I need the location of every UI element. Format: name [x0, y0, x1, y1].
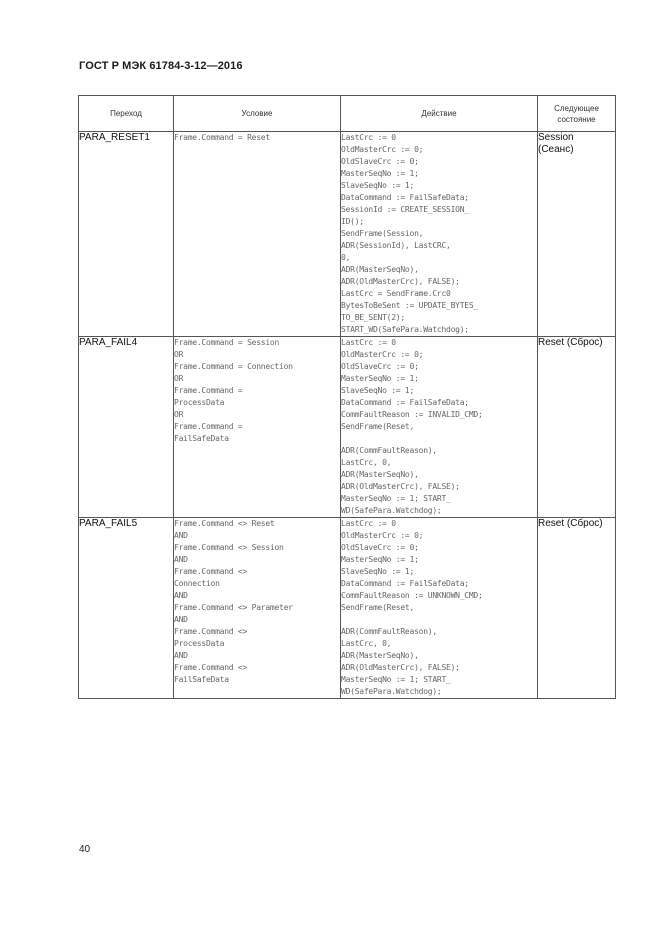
page-number: 40 [79, 844, 91, 855]
action-line: LastCrc, 0, [341, 639, 392, 648]
column-header-next-state: Следующее состояние [538, 96, 616, 132]
action-line: WD(SafePara.Watchdog); [341, 687, 442, 696]
column-header-condition: Условие [174, 96, 341, 132]
condition-line: Frame.Command <> [174, 663, 248, 672]
table-header-row [79, 96, 616, 132]
action-line: DataCommand := FailSafeData; [341, 579, 469, 588]
action-line: ID(); [341, 217, 364, 226]
action-line: OldMasterCrc := 0; [341, 350, 424, 359]
condition-line: ProcessData [174, 639, 225, 648]
action-line: TO_BE_SENT(2); [341, 313, 405, 322]
condition-line: AND [174, 591, 188, 600]
condition-cell [174, 337, 341, 518]
table-row [79, 518, 616, 699]
condition-line: AND [174, 555, 188, 564]
action-line: SendFrame(Reset, [341, 603, 415, 612]
condition-line: Frame.Command = Session [174, 338, 280, 347]
action-line: LastCrc := 0 [341, 338, 396, 347]
action-line: CommFaultReason := INVALID_CMD; [341, 410, 483, 419]
action-line: LastCrc := 0 [341, 519, 396, 528]
action-line: LastCrc, 0, [341, 458, 392, 467]
action-line: MasterSeqNo := 1; [341, 555, 419, 564]
action-line [341, 614, 537, 626]
action-line: OldSlaveCrc := 0; [341, 157, 419, 166]
action-line: OldMasterCrc := 0; [341, 145, 424, 154]
transition-cell: PARA_FAIL4 [79, 337, 174, 518]
action-cell [341, 518, 538, 699]
action-line [341, 433, 537, 445]
action-line: MasterSeqNo := 1; START_ [341, 675, 451, 684]
action-line: ADR(CommFaultReason), [341, 627, 437, 636]
transition-cell: PARA_RESET1 [79, 132, 174, 337]
condition-line: AND [174, 615, 188, 624]
action-line: 0, [341, 253, 351, 262]
action-line: ADR(MasterSeqNo), [341, 651, 419, 660]
condition-line: Frame.Command <> [174, 567, 248, 576]
condition-line: Frame.Command <> Parameter [174, 603, 293, 612]
action-line: MasterSeqNo := 1; START_ [341, 494, 451, 503]
condition-line: Frame.Command <> Session [174, 543, 284, 552]
action-line: ADR(CommFaultReason), [341, 446, 437, 455]
table-row [79, 337, 616, 518]
action-line: ADR(MasterSeqNo), [341, 470, 419, 479]
action-line: ADR(MasterSeqNo), [341, 265, 419, 274]
action-line: SlaveSeqNo := 1; [341, 386, 415, 395]
action-line: ADR(OldMasterCrc), FALSE); [341, 277, 460, 286]
action-line: LastCrc := 0 [341, 133, 396, 142]
action-line: SlaveSeqNo := 1; [341, 567, 415, 576]
action-line: OldSlaveCrc := 0; [341, 362, 419, 371]
action-line: SlaveSeqNo := 1; [341, 181, 415, 190]
condition-line: AND [174, 651, 188, 660]
table-row [79, 132, 616, 337]
column-header-transition: Переход [79, 96, 174, 132]
next-state-cell: Reset (Сброс) [538, 337, 616, 518]
action-line: MasterSeqNo := 1; [341, 374, 419, 383]
column-header-action: Действие [341, 96, 538, 132]
condition-line: Frame.Command = [174, 386, 243, 395]
action-line: ADR(OldMasterCrc), FALSE); [341, 663, 460, 672]
condition-line: AND [174, 531, 188, 540]
condition-line: Frame.Command = Connection [174, 362, 293, 371]
document-header: ГОСТ Р МЭК 61784-3-12—2016 [79, 60, 243, 72]
condition-line: FailSafeData [174, 675, 229, 684]
action-line: WD(SafePara.Watchdog); [341, 506, 442, 515]
condition-line: FailSafeData [174, 434, 229, 443]
condition-line: OR [174, 350, 184, 359]
action-line: START_WD(SafePara.Watchdog); [341, 325, 469, 334]
action-line: OldSlaveCrc := 0; [341, 543, 419, 552]
next-state-cell: Session (Сеанс) [538, 132, 616, 337]
condition-line: Connection [174, 579, 220, 588]
condition-line: Frame.Command <> Reset [174, 519, 275, 528]
action-line: DataCommand := FailSafeData; [341, 398, 469, 407]
action-line: SendFrame(Session, [341, 229, 424, 238]
action-line: MasterSeqNo := 1; [341, 169, 419, 178]
action-cell [341, 132, 538, 337]
transition-table [78, 95, 616, 699]
action-line: LastCrc = SendFrame.Crc0 [341, 289, 451, 298]
condition-line: Frame.Command <> [174, 627, 248, 636]
condition-line: OR [174, 374, 184, 383]
condition-line: Frame.Command = Reset [174, 133, 270, 142]
action-line: ADR(OldMasterCrc), FALSE); [341, 482, 460, 491]
condition-line: OR [174, 410, 184, 419]
action-line: DataCommand := FailSafeData; [341, 193, 469, 202]
condition-line: Frame.Command = [174, 422, 243, 431]
transition-cell: PARA_FAIL5 [79, 518, 174, 699]
action-line: ADR(SessionId), LastCRC, [341, 241, 451, 250]
next-state-cell: Reset (Сброс) [538, 518, 616, 699]
action-cell [341, 337, 538, 518]
action-line: BytesToBeSent := UPDATE_BYTES_ [341, 301, 478, 310]
condition-cell [174, 132, 341, 337]
condition-line: ProcessData [174, 398, 225, 407]
condition-cell [174, 518, 341, 699]
action-line: SendFrame(Reset, [341, 422, 415, 431]
action-line: SessionId := CREATE_SESSION_ [341, 205, 469, 214]
action-line: OldMasterCrc := 0; [341, 531, 424, 540]
action-line: CommFaultReason := UNKNOWN_CMD; [341, 591, 483, 600]
